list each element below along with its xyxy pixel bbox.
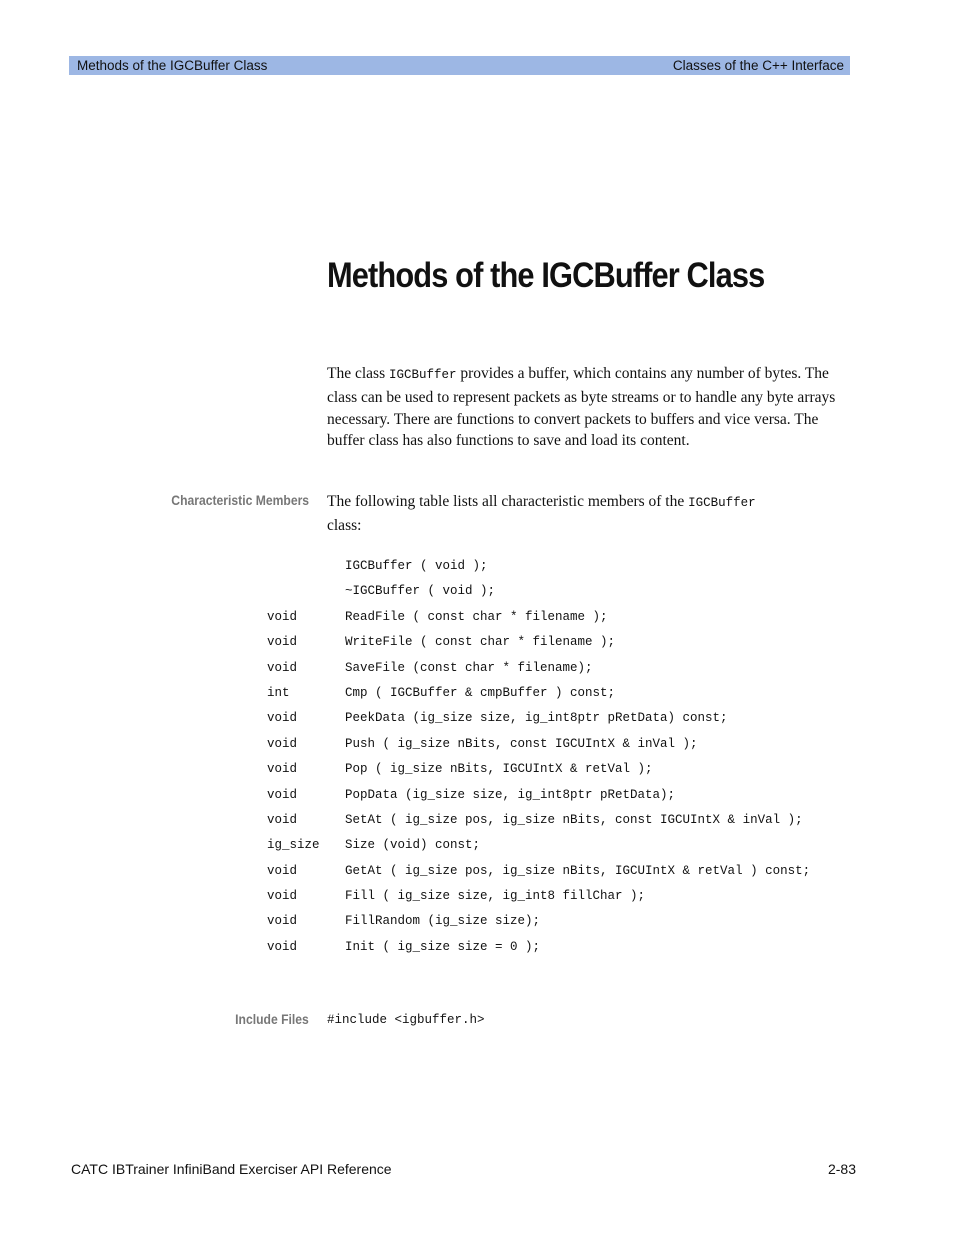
member-return-type: ig_size <box>267 838 320 853</box>
member-signature: PeekData (ig_size size, ig_int8ptr pRetData) const; <box>345 711 728 726</box>
member-signature: GetAt ( ig_size pos, ig_size nBits, IGCUIntX & retVal ) const; <box>345 863 811 878</box>
member-return-type: void <box>267 889 298 904</box>
member-signature: ~IGCBuffer ( void ); <box>345 584 496 599</box>
member-signature: PopData (ig_size size, ig_int8ptr pRetData); <box>345 787 676 802</box>
member-signature: ReadFile ( const char * filename ); <box>345 609 608 624</box>
members-text-after: class: <box>327 516 362 534</box>
member-signature: Pop ( ig_size nBits, IGCUIntX & retVal ); <box>345 762 653 777</box>
include-files-label: Include Files <box>235 1012 309 1027</box>
member-return-type: void <box>267 635 298 650</box>
member-return-type: void <box>267 787 298 802</box>
member-return-type: void <box>267 939 298 954</box>
member-signature: Init ( ig_size size = 0 ); <box>345 939 541 954</box>
intro-paragraph <box>327 363 842 452</box>
member-return-type: void <box>267 812 298 827</box>
intro-text-after: provides a buffer, which contains any number of bytes. The class can be used to represent packets as byte streams or to handle any byte arrays necessary. There are functions to convert packets to buffers and vice versa. The buffer class has also functions to save and load its content. <box>327 365 836 450</box>
member-return-type: void <box>267 914 298 929</box>
member-signature: Cmp ( IGCBuffer & cmpBuffer ) const; <box>345 685 616 700</box>
member-return-type: void <box>267 762 298 777</box>
member-signature: SetAt ( ig_size pos, ig_size nBits, const IGCUIntX & inVal ); <box>345 812 803 827</box>
header-section-title: Methods of the IGCBuffer Class <box>77 58 268 73</box>
page-title: Methods of the IGCBuffer Class <box>327 256 765 295</box>
running-header <box>69 56 850 75</box>
header-chapter-title: Classes of the C++ Interface <box>672 58 844 73</box>
member-signature: SaveFile (const char * filename); <box>345 660 593 675</box>
members-text-before: The following table lists all characteristic members of the <box>327 493 689 510</box>
intro-class-code: IGCBuffer <box>388 368 457 382</box>
member-return-type: void <box>267 609 298 624</box>
member-signature: Size (void) const; <box>345 838 481 853</box>
intro-text-before: The class <box>327 365 389 382</box>
footer-page-number: 2-83 <box>827 1161 856 1177</box>
members-intro-paragraph <box>327 491 842 537</box>
members-class-code: IGCBuffer <box>688 496 756 510</box>
member-return-type: void <box>267 660 298 675</box>
include-directive: #include <igbuffer.h> <box>327 1013 485 1027</box>
member-signature: IGCBuffer ( void ); <box>345 559 488 573</box>
member-signature: Fill ( ig_size size, ig_int8 fillChar ); <box>345 889 646 904</box>
characteristic-members-label: Characteristic Members <box>171 493 309 508</box>
member-signature: FillRandom (ig_size size); <box>345 914 541 929</box>
member-signature: Push ( ig_size nBits, const IGCUIntX & inVal ); <box>345 736 698 751</box>
member-signature: WriteFile ( const char * filename ); <box>345 635 616 650</box>
member-return-type: void <box>267 736 298 751</box>
footer-document-title: CATC IBTrainer InfiniBand Exerciser API Reference <box>71 1161 392 1177</box>
member-return-type: int <box>267 685 290 700</box>
member-return-type: void <box>267 863 298 878</box>
member-return-type: void <box>267 711 298 726</box>
